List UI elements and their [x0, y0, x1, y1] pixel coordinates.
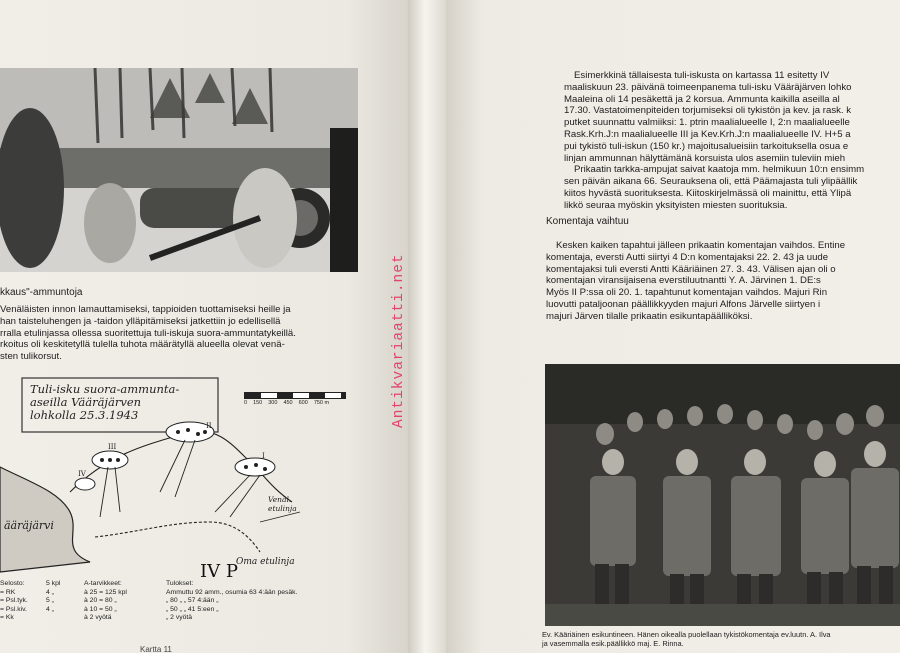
sector-label: III: [108, 443, 117, 451]
lake-label: ääräjärvi: [4, 519, 54, 532]
text-line: maaliskuun 23. päivänä toimeenpanema tuli-isku Vääräjärven lohko: [564, 81, 852, 93]
commander-text: [546, 240, 900, 323]
text-line: putket suunnattu valmiiksi: 1. ptrin maalialueelle I, 2:n maalialueelle: [564, 117, 850, 129]
own-front-line: [95, 522, 260, 552]
legend-cell: 4 „: [46, 588, 54, 596]
legend-col-symbols: [0, 580, 28, 623]
text-line: pui tykistö tuli-iskun (150 kr.) majoitusalueisiin tarkoituksella osua e: [564, 140, 849, 152]
legend-cell: 4 „: [46, 605, 54, 613]
scale-label: 0: [244, 400, 248, 406]
legend-cell: Ammuttu 92 amm., osumia 63 4:ään pesäk.: [166, 588, 298, 596]
sector-label: II: [206, 422, 212, 430]
text-line: rkoitus oli keskitetyllä tulella tuhota määrätyllä alueella olevat venä-: [0, 339, 285, 351]
map-title-line: Tuli-isku suora-ammunta-: [30, 382, 180, 396]
left-page: [0, 0, 408, 653]
scale-label: 750 m: [313, 400, 330, 406]
text-line: Maaleina oli 14 pesäkettä ja 2 korsua. Ammunta kaikilla aseilla al: [564, 93, 840, 105]
map-scale: [244, 392, 346, 406]
text-line: sten tulikorsut.: [0, 351, 62, 363]
legend-cell: 5 „: [46, 597, 54, 605]
text-line: komentajan viransijaisena everstiluutnantti Y. A. Järvinen 1. DE:s: [546, 275, 821, 287]
scale-label: 300: [268, 400, 278, 406]
legend-cell: à 25 = 125 kpl: [84, 588, 127, 596]
text-line: han taisteluhengen ja -taidon ylläpitämiseksi jatkettiin jo edellisellä: [0, 315, 281, 327]
text-line: komentajaksi tuli eversti Antti Kääriäinen 27. 3. 43. Välisen ajan oli o: [546, 263, 836, 275]
text-line: Kesken kaiken tapahtui jälleen prikaatin komentajan vaihdos. Entine: [556, 240, 846, 251]
intro-text: [0, 304, 360, 363]
scale-label: 600: [298, 400, 308, 406]
legend-col-ammo: [84, 580, 127, 623]
winter-artillery-photo: [0, 68, 358, 272]
map-title-line: aseilla Vääräjärven: [30, 395, 142, 409]
text-line: rralla etulinjassa ollessa suoritettuja tuli-iskuja suora-ammuntatykeillä.: [0, 327, 296, 339]
text-line: Venäläisten innon lamauttamiseksi, tappioiden tuottamiseksi heille ja: [0, 304, 291, 315]
text-line: luovutti pataljoonan päällikkyyden majuri Alfons Järvelle siirtyen i: [546, 298, 821, 310]
map-footer-label: Kartta 11: [140, 645, 172, 653]
legend-cell: à 10 = 50 „: [84, 605, 117, 613]
sector-label: I: [262, 452, 265, 460]
text-line: kiitos hyvästä suorituksesta. Kiitoskirjelmässä oli mainittu, että Ylipä: [564, 187, 852, 199]
legend-cell: = Psl.kiv.: [0, 605, 27, 613]
watermark-text: Antikvariaatti.net: [391, 253, 407, 428]
section-heading-komentaja: Komentaja vaihtuu: [546, 216, 629, 227]
sector-label: IV: [78, 470, 86, 478]
text-line: majuri Järven tilalle prikaatin esikuntapäälliköksi.: [546, 310, 753, 322]
legend-col-count: [46, 580, 60, 614]
text-line: Myös II P:ssa oli 20. 1. tapahtunut komentajan vaihdos. Majuri Rin: [546, 287, 828, 299]
legend-col-results: [166, 580, 297, 623]
caption-line: Ev. Kääriäinen esikuntineen. Hänen oikealla puolellaan tykistökomentaja ev.luutn. A. Ilva: [542, 630, 831, 639]
example-text: [564, 70, 900, 212]
text-line: Prikaatin tarkka-ampujat saivat kaatoja mm. helmikuun 10:n ensimm: [574, 164, 865, 176]
legend-cell: = RK: [0, 588, 16, 596]
legend-cell: „ 2 vyötä: [166, 614, 193, 622]
photo-caption: [542, 630, 900, 648]
scale-label: 450: [283, 400, 293, 406]
scale-bar: [244, 392, 346, 399]
legend-cell: = Psl.tyk.: [0, 597, 28, 605]
caption-line: ja vasemmalla esik.päällikkö maj. E. Rinna.: [542, 639, 684, 648]
legend-cell: A-tarvikkeet:: [84, 580, 122, 587]
text-line: sen päivän aikana 66. Seurauksena oli, että Päämajasta tuli ylipäällik: [564, 176, 858, 188]
legend-cell: 5 kpl: [46, 580, 61, 587]
text-line: komentaja, eversti Autti siirtyi 4 D:n komentajaksi 22. 2. 43 ja uude: [546, 251, 829, 263]
text-line: likkö seuraa myöskin yksityisten miesten suorituksia.: [564, 199, 788, 211]
legend-cell: Tulokset:: [166, 580, 194, 587]
officers-group-photo: [545, 364, 900, 626]
unit-label: IV P: [200, 561, 238, 577]
text-line: linjan ammunnan hälyttämänä korsuista ulos asemiin tuleviin mieh: [564, 152, 846, 164]
map-title-line: lohkolla 25.3.1943: [30, 408, 139, 422]
legend-cell: Selosto:: [0, 580, 25, 587]
own-line-label: Oma etulinja: [236, 557, 295, 567]
map-title: [30, 383, 179, 422]
scale-label: 150: [253, 400, 263, 406]
enemy-line-label: Venäl. etulinja: [268, 495, 297, 513]
section-heading: kkaus"-ammuntoja: [0, 287, 83, 298]
legend-cell: à 20 = 80 „: [84, 597, 117, 605]
text-line: Esimerkkinä tällaisesta tuli-iskusta on kartassa 11 esitetty IV: [574, 70, 830, 81]
text-line: Rask.Krh.J:n maalialueelle III ja Kev.Krh.J:n maalialueelle IV. H+5 a: [564, 128, 851, 140]
legend-cell: „ 80 „ „ 57 4:ään „: [166, 597, 219, 605]
legend-cell: „ 50 „ „ 41 5:een „: [166, 605, 219, 613]
legend-cell: à 2 vyötä: [84, 614, 112, 622]
text-line: 17.30. Vastatoimenpiteiden torjumiseksi oli tykistön ja kev. ja rask. k: [564, 105, 852, 117]
legend-cell: = Kk: [0, 614, 14, 622]
